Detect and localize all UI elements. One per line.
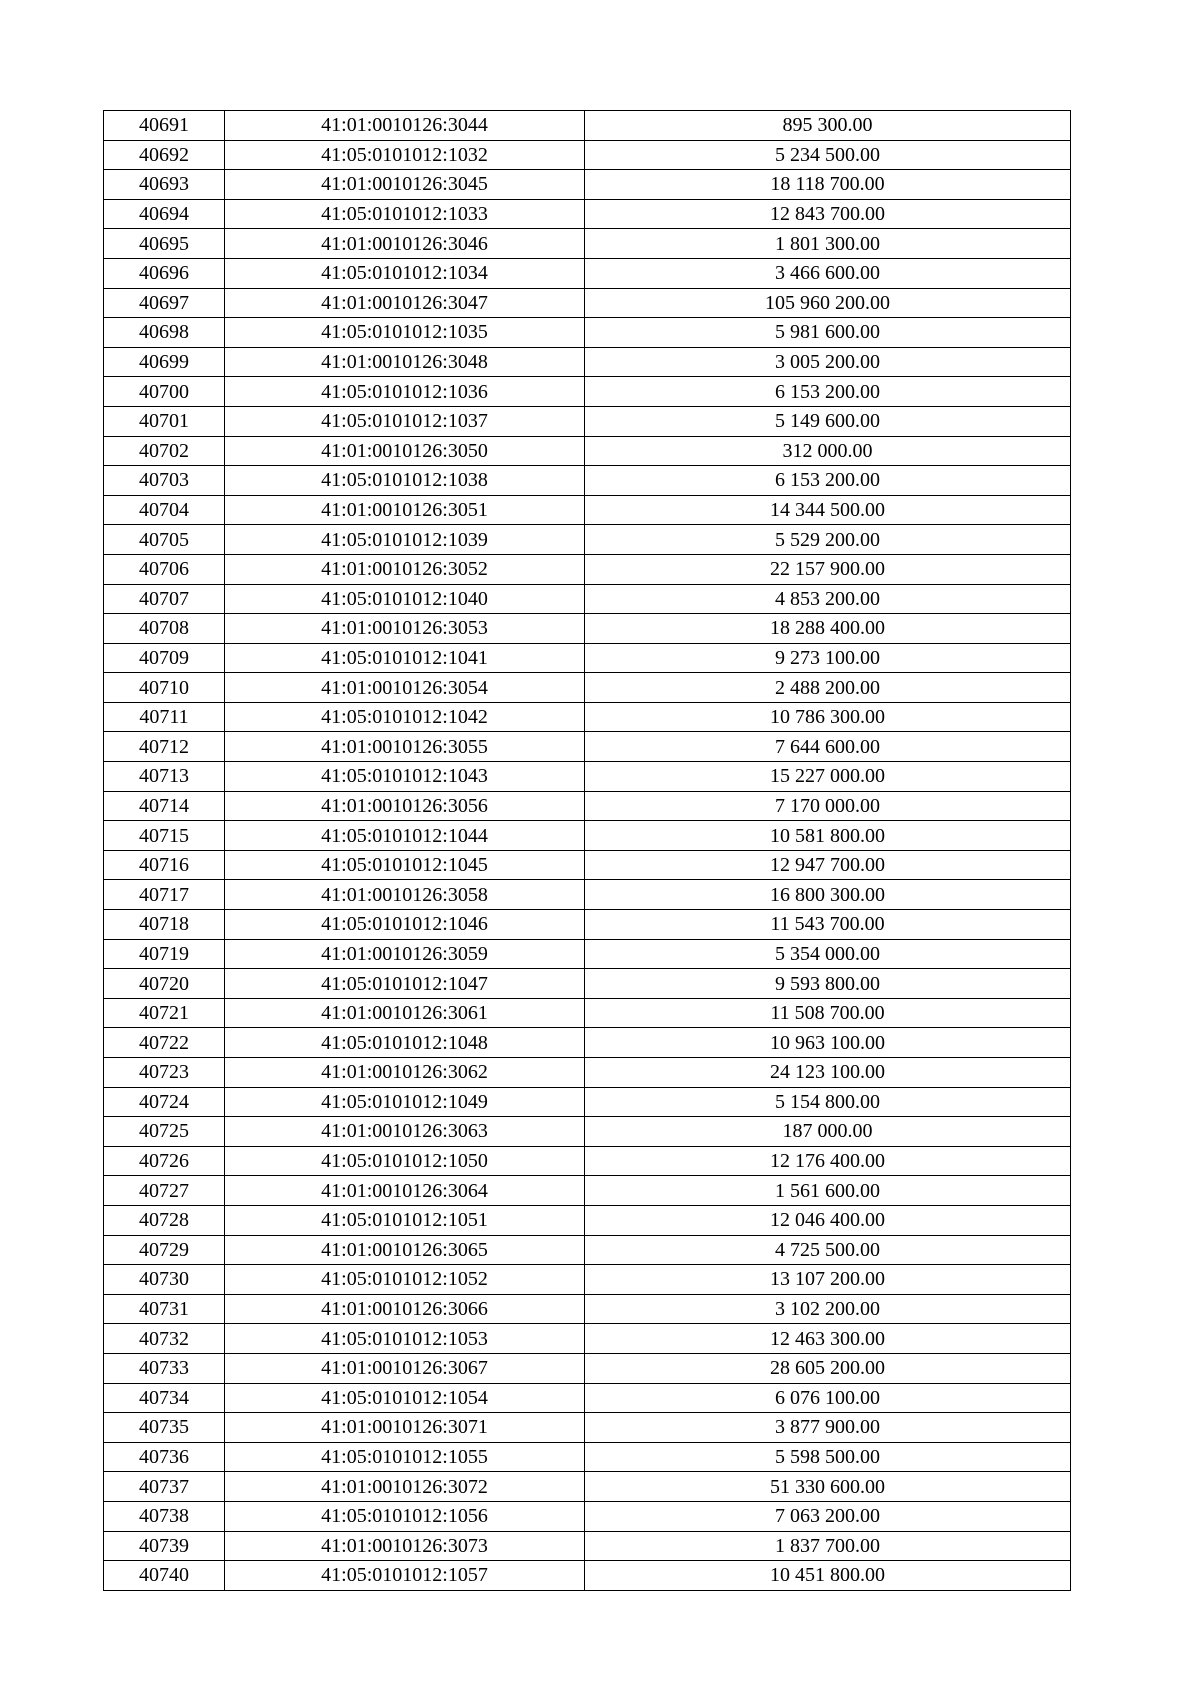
- cadastral-value-cell: 312 000.00: [585, 436, 1071, 466]
- cadastral-value-cell: 11 508 700.00: [585, 998, 1071, 1028]
- cadastral-number-cell: 41:05:0101012:1051: [225, 1205, 585, 1235]
- row-number-cell: 40726: [104, 1146, 225, 1176]
- table-row: [104, 525, 1071, 555]
- cadastral-value-cell: 14 344 500.00: [585, 495, 1071, 525]
- cadastral-value-cell: 22 157 900.00: [585, 554, 1071, 584]
- table-row: [104, 1265, 1071, 1295]
- cadastral-value-cell: 187 000.00: [585, 1117, 1071, 1147]
- row-number-cell: 40693: [104, 170, 225, 200]
- row-number-cell: 40703: [104, 466, 225, 496]
- cadastral-number-cell: 41:05:0101012:1049: [225, 1087, 585, 1117]
- row-number-cell: 40706: [104, 554, 225, 584]
- cadastral-value-cell: 4 725 500.00: [585, 1235, 1071, 1265]
- table-row: [104, 1146, 1071, 1176]
- cadastral-number-cell: 41:05:0101012:1052: [225, 1265, 585, 1295]
- cadastral-number-cell: 41:01:0010126:3054: [225, 673, 585, 703]
- cadastral-value-cell: 12 046 400.00: [585, 1205, 1071, 1235]
- cadastral-number-cell: 41:05:0101012:1047: [225, 969, 585, 999]
- cadastral-value-cell: 5 154 800.00: [585, 1087, 1071, 1117]
- cadastral-number-cell: 41:01:0010126:3045: [225, 170, 585, 200]
- row-number-cell: 40701: [104, 406, 225, 436]
- row-number-cell: 40740: [104, 1561, 225, 1591]
- cadastral-number-cell: 41:05:0101012:1043: [225, 762, 585, 792]
- cadastral-value-cell: 1 801 300.00: [585, 229, 1071, 259]
- cadastral-number-cell: 41:01:0010126:3071: [225, 1413, 585, 1443]
- cadastral-value-cell: 15 227 000.00: [585, 762, 1071, 792]
- table-row: [104, 111, 1071, 141]
- row-number-cell: 40725: [104, 1117, 225, 1147]
- row-number-cell: 40717: [104, 880, 225, 910]
- cadastral-value-cell: 12 843 700.00: [585, 199, 1071, 229]
- table-row: [104, 377, 1071, 407]
- cadastral-value-cell: 7 170 000.00: [585, 791, 1071, 821]
- cadastral-number-cell: 41:01:0010126:3051: [225, 495, 585, 525]
- cadastral-number-cell: 41:01:0010126:3065: [225, 1235, 585, 1265]
- cadastral-number-cell: 41:05:0101012:1036: [225, 377, 585, 407]
- table-row: [104, 554, 1071, 584]
- cadastral-value-cell: 9 273 100.00: [585, 643, 1071, 673]
- cadastral-number-cell: 41:01:0010126:3061: [225, 998, 585, 1028]
- cadastral-number-cell: 41:01:0010126:3058: [225, 880, 585, 910]
- cadastral-value-cell: 895 300.00: [585, 111, 1071, 141]
- row-number-cell: 40695: [104, 229, 225, 259]
- cadastral-value-cell: 3 102 200.00: [585, 1294, 1071, 1324]
- table-row: [104, 436, 1071, 466]
- table-row: [104, 1561, 1071, 1591]
- table-row: [104, 910, 1071, 940]
- cadastral-number-cell: 41:05:0101012:1046: [225, 910, 585, 940]
- cadastral-number-cell: 41:01:0010126:3067: [225, 1353, 585, 1383]
- row-number-cell: 40702: [104, 436, 225, 466]
- table-row: [104, 1028, 1071, 1058]
- cadastral-number-cell: 41:01:0010126:3056: [225, 791, 585, 821]
- cadastral-value-cell: 5 234 500.00: [585, 140, 1071, 170]
- table-row: [104, 673, 1071, 703]
- row-number-cell: 40729: [104, 1235, 225, 1265]
- cadastral-value-cell: 4 853 200.00: [585, 584, 1071, 614]
- cadastral-value-cell: 7 644 600.00: [585, 732, 1071, 762]
- cadastral-number-cell: 41:05:0101012:1045: [225, 850, 585, 880]
- cadastral-number-cell: 41:05:0101012:1037: [225, 406, 585, 436]
- table-row: [104, 732, 1071, 762]
- table-row: [104, 791, 1071, 821]
- cadastral-number-cell: 41:01:0010126:3055: [225, 732, 585, 762]
- cadastral-value-cell: 12 947 700.00: [585, 850, 1071, 880]
- table-row: [104, 998, 1071, 1028]
- table-row: [104, 1531, 1071, 1561]
- cadastral-number-cell: 41:05:0101012:1040: [225, 584, 585, 614]
- table-row: [104, 1294, 1071, 1324]
- row-number-cell: 40723: [104, 1058, 225, 1088]
- row-number-cell: 40719: [104, 939, 225, 969]
- cadastral-number-cell: 41:05:0101012:1057: [225, 1561, 585, 1591]
- cadastral-value-cell: 28 605 200.00: [585, 1353, 1071, 1383]
- cadastral-value-cell: 10 786 300.00: [585, 702, 1071, 732]
- table-row: [104, 702, 1071, 732]
- cadastral-number-cell: 41:05:0101012:1044: [225, 821, 585, 851]
- table-row: [104, 258, 1071, 288]
- cadastral-value-cell: 105 960 200.00: [585, 288, 1071, 318]
- cadastral-value-cell: 5 981 600.00: [585, 318, 1071, 348]
- table-row: [104, 406, 1071, 436]
- row-number-cell: 40707: [104, 584, 225, 614]
- cadastral-number-cell: 41:05:0101012:1050: [225, 1146, 585, 1176]
- cadastral-number-cell: 41:01:0010126:3062: [225, 1058, 585, 1088]
- cadastral-value-cell: 12 176 400.00: [585, 1146, 1071, 1176]
- row-number-cell: 40737: [104, 1472, 225, 1502]
- row-number-cell: 40691: [104, 111, 225, 141]
- cadastral-value-cell: 5 598 500.00: [585, 1442, 1071, 1472]
- table-row: [104, 821, 1071, 851]
- row-number-cell: 40711: [104, 702, 225, 732]
- cadastral-number-cell: 41:05:0101012:1033: [225, 199, 585, 229]
- table-row: [104, 229, 1071, 259]
- table-row: [104, 466, 1071, 496]
- cadastral-number-cell: 41:01:0010126:3047: [225, 288, 585, 318]
- cadastral-number-cell: 41:01:0010126:3050: [225, 436, 585, 466]
- table-row: [104, 1324, 1071, 1354]
- row-number-cell: 40738: [104, 1501, 225, 1531]
- cadastral-number-cell: 41:01:0010126:3073: [225, 1531, 585, 1561]
- cadastral-value-cell: 5 354 000.00: [585, 939, 1071, 969]
- table-row: [104, 1176, 1071, 1206]
- table-row: [104, 1472, 1071, 1502]
- table-row: [104, 939, 1071, 969]
- table-row: [104, 643, 1071, 673]
- cadastral-value-cell: 24 123 100.00: [585, 1058, 1071, 1088]
- cadastral-value-cell: 6 076 100.00: [585, 1383, 1071, 1413]
- table-row: [104, 199, 1071, 229]
- table-row: [104, 1383, 1071, 1413]
- row-number-cell: 40739: [104, 1531, 225, 1561]
- row-number-cell: 40712: [104, 732, 225, 762]
- cadastral-value-cell: 3 466 600.00: [585, 258, 1071, 288]
- cadastral-number-cell: 41:05:0101012:1055: [225, 1442, 585, 1472]
- table-row: [104, 762, 1071, 792]
- cadastral-value-cell: 51 330 600.00: [585, 1472, 1071, 1502]
- cadastral-value-cell: 2 488 200.00: [585, 673, 1071, 703]
- cadastral-number-cell: 41:05:0101012:1056: [225, 1501, 585, 1531]
- row-number-cell: 40708: [104, 614, 225, 644]
- table-row: [104, 288, 1071, 318]
- cadastral-number-cell: 41:05:0101012:1048: [225, 1028, 585, 1058]
- cadastral-number-cell: 41:01:0010126:3059: [225, 939, 585, 969]
- row-number-cell: 40698: [104, 318, 225, 348]
- cadastral-number-cell: 41:05:0101012:1035: [225, 318, 585, 348]
- row-number-cell: 40728: [104, 1205, 225, 1235]
- row-number-cell: 40727: [104, 1176, 225, 1206]
- cadastral-number-cell: 41:05:0101012:1054: [225, 1383, 585, 1413]
- table-row: [104, 1235, 1071, 1265]
- cadastral-number-cell: 41:01:0010126:3072: [225, 1472, 585, 1502]
- table-row: [104, 1058, 1071, 1088]
- table-row: [104, 1087, 1071, 1117]
- row-number-cell: 40722: [104, 1028, 225, 1058]
- cadastral-value-cell: 5 149 600.00: [585, 406, 1071, 436]
- cadastral-value-cell: 10 451 800.00: [585, 1561, 1071, 1591]
- row-number-cell: 40731: [104, 1294, 225, 1324]
- cadastral-number-cell: 41:05:0101012:1053: [225, 1324, 585, 1354]
- cadastral-value-cell: 6 153 200.00: [585, 466, 1071, 496]
- cadastral-value-cell: 10 581 800.00: [585, 821, 1071, 851]
- row-number-cell: 40715: [104, 821, 225, 851]
- cadastral-value-cell: 3 005 200.00: [585, 347, 1071, 377]
- cadastral-value-cell: 11 543 700.00: [585, 910, 1071, 940]
- row-number-cell: 40697: [104, 288, 225, 318]
- cadastral-number-cell: 41:01:0010126:3066: [225, 1294, 585, 1324]
- cadastral-number-cell: 41:01:0010126:3064: [225, 1176, 585, 1206]
- cadastral-number-cell: 41:05:0101012:1042: [225, 702, 585, 732]
- row-number-cell: 40732: [104, 1324, 225, 1354]
- table-row: [104, 1501, 1071, 1531]
- cadastral-value-cell: 18 118 700.00: [585, 170, 1071, 200]
- table-row: [104, 1205, 1071, 1235]
- cadastral-value-cell: 10 963 100.00: [585, 1028, 1071, 1058]
- table-row: [104, 614, 1071, 644]
- row-number-cell: 40714: [104, 791, 225, 821]
- table-row: [104, 880, 1071, 910]
- cadastral-number-cell: 41:01:0010126:3044: [225, 111, 585, 141]
- cadastral-value-cell: 1 561 600.00: [585, 1176, 1071, 1206]
- row-number-cell: 40734: [104, 1383, 225, 1413]
- row-number-cell: 40724: [104, 1087, 225, 1117]
- cadastral-number-cell: 41:01:0010126:3063: [225, 1117, 585, 1147]
- cadastral-number-cell: 41:05:0101012:1038: [225, 466, 585, 496]
- table-row: [104, 170, 1071, 200]
- row-number-cell: 40720: [104, 969, 225, 999]
- table-row: [104, 347, 1071, 377]
- table-body: [104, 111, 1071, 1591]
- table-row: [104, 140, 1071, 170]
- row-number-cell: 40713: [104, 762, 225, 792]
- row-number-cell: 40710: [104, 673, 225, 703]
- row-number-cell: 40716: [104, 850, 225, 880]
- table-row: [104, 850, 1071, 880]
- cadastral-value-cell: 1 837 700.00: [585, 1531, 1071, 1561]
- cadastral-value-cell: 7 063 200.00: [585, 1501, 1071, 1531]
- cadastral-number-cell: 41:01:0010126:3053: [225, 614, 585, 644]
- row-number-cell: 40735: [104, 1413, 225, 1443]
- cadastral-value-table: [103, 110, 1071, 1591]
- table-row: [104, 1353, 1071, 1383]
- table-row: [104, 1442, 1071, 1472]
- row-number-cell: 40721: [104, 998, 225, 1028]
- row-number-cell: 40692: [104, 140, 225, 170]
- cadastral-value-cell: 18 288 400.00: [585, 614, 1071, 644]
- table-row: [104, 969, 1071, 999]
- cadastral-value-cell: 16 800 300.00: [585, 880, 1071, 910]
- cadastral-value-cell: 3 877 900.00: [585, 1413, 1071, 1443]
- row-number-cell: 40700: [104, 377, 225, 407]
- row-number-cell: 40709: [104, 643, 225, 673]
- table-row: [104, 1117, 1071, 1147]
- cadastral-number-cell: 41:01:0010126:3048: [225, 347, 585, 377]
- cadastral-number-cell: 41:01:0010126:3052: [225, 554, 585, 584]
- row-number-cell: 40718: [104, 910, 225, 940]
- table-row: [104, 584, 1071, 614]
- cadastral-value-cell: 5 529 200.00: [585, 525, 1071, 555]
- table-row: [104, 1413, 1071, 1443]
- row-number-cell: 40696: [104, 258, 225, 288]
- cadastral-number-cell: 41:05:0101012:1039: [225, 525, 585, 555]
- table-row: [104, 495, 1071, 525]
- row-number-cell: 40730: [104, 1265, 225, 1295]
- cadastral-value-cell: 6 153 200.00: [585, 377, 1071, 407]
- row-number-cell: 40704: [104, 495, 225, 525]
- cadastral-number-cell: 41:05:0101012:1032: [225, 140, 585, 170]
- row-number-cell: 40733: [104, 1353, 225, 1383]
- cadastral-number-cell: 41:01:0010126:3046: [225, 229, 585, 259]
- row-number-cell: 40694: [104, 199, 225, 229]
- cadastral-number-cell: 41:05:0101012:1041: [225, 643, 585, 673]
- cadastral-value-cell: 12 463 300.00: [585, 1324, 1071, 1354]
- cadastral-number-cell: 41:05:0101012:1034: [225, 258, 585, 288]
- row-number-cell: 40699: [104, 347, 225, 377]
- cadastral-value-cell: 13 107 200.00: [585, 1265, 1071, 1295]
- cadastral-value-cell: 9 593 800.00: [585, 969, 1071, 999]
- row-number-cell: 40736: [104, 1442, 225, 1472]
- row-number-cell: 40705: [104, 525, 225, 555]
- table-row: [104, 318, 1071, 348]
